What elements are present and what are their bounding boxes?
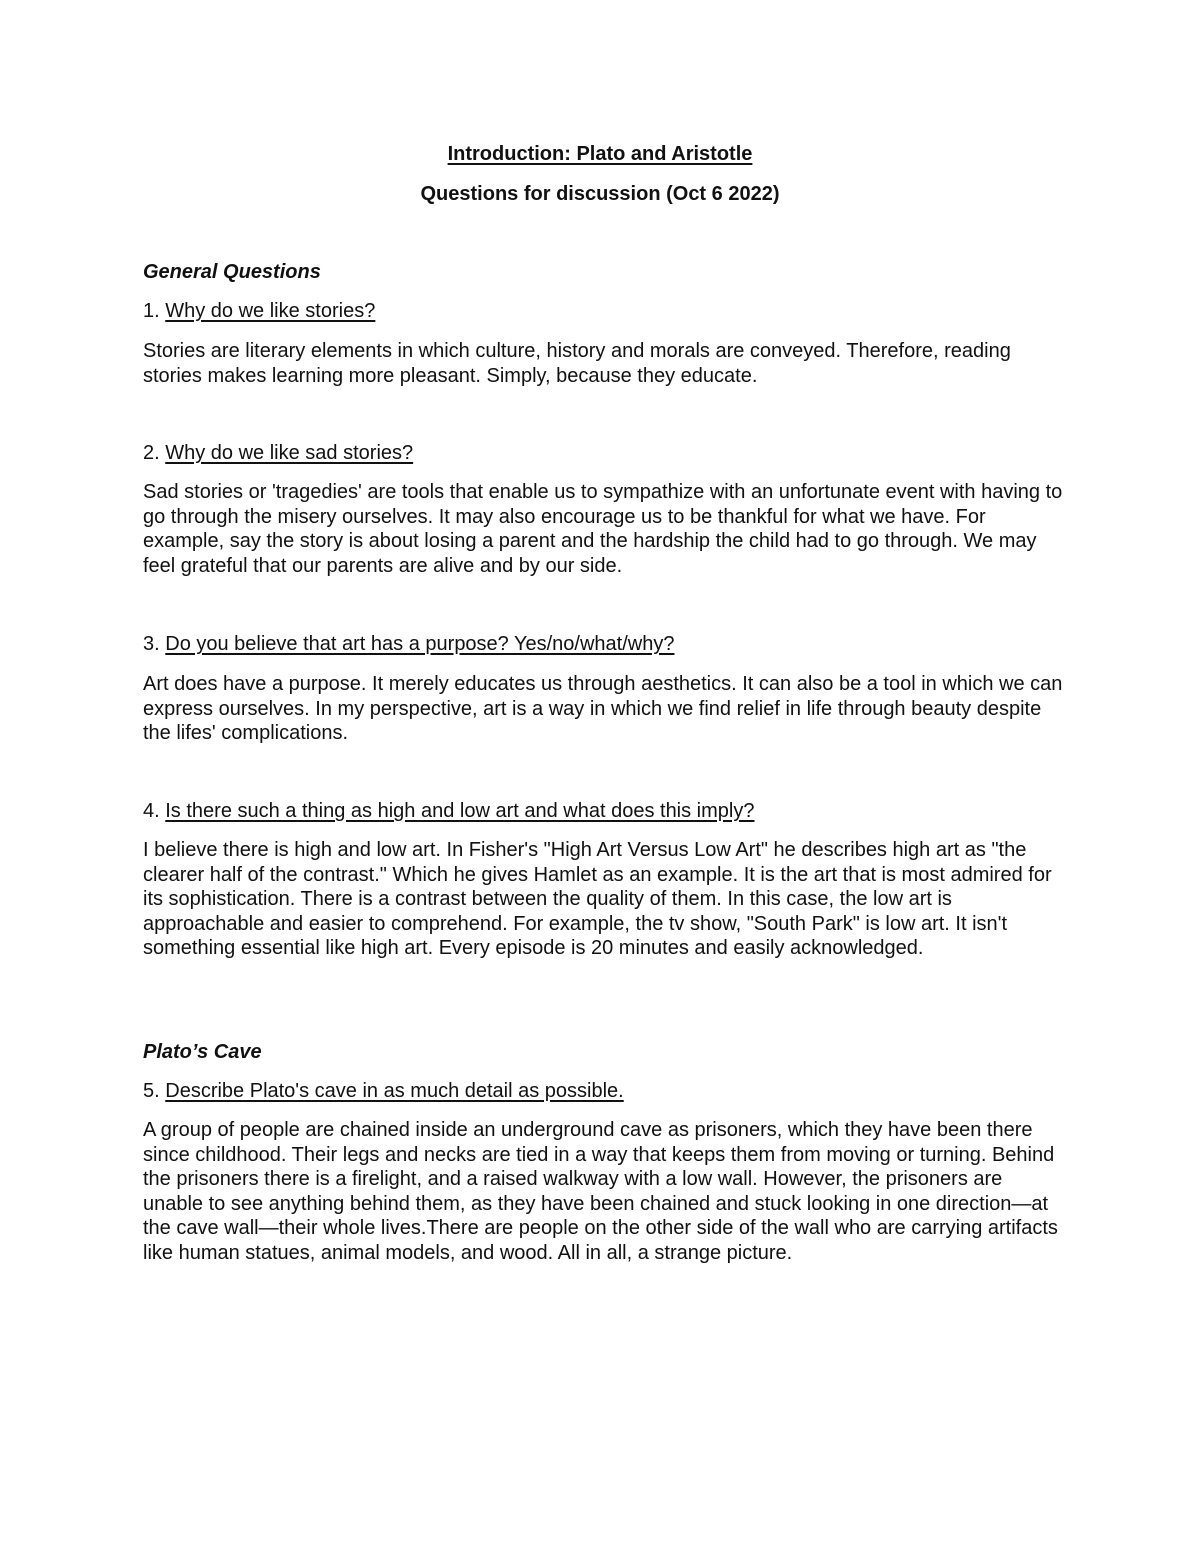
question-2 <box>143 441 1063 466</box>
question-text: Why do we like sad stories? <box>165 442 414 464</box>
question-number: 4. <box>143 800 166 822</box>
question-3 <box>143 632 1063 657</box>
document-subtitle: Questions for discussion (Oct 6 2022) <box>420 183 780 205</box>
question-number: 1. <box>143 300 166 322</box>
answer-3: Art does have a purpose. It merely educates us through aesthetics. It can also be a tool in which we can express ourselves. In my perspective, art is a way in which we find relief in life through beauty despite the lifes' complications. <box>143 673 1063 744</box>
document-title: Introduction: Plato and Aristotle <box>447 143 753 165</box>
question-text: Do you believe that art has a purpose? Yes/no/what/why? <box>165 633 675 655</box>
question-5 <box>143 1079 1063 1104</box>
question-1 <box>143 299 1063 324</box>
question-number: 5. <box>143 1080 166 1102</box>
question-text: Why do we like stories? <box>165 300 376 322</box>
answer-2: Sad stories or 'tragedies' are tools that enable us to sympathize with an unfortunate event with having to go through the misery ourselves. It may also encourage us to be thankful for what we have. For example, say the story is about losing a parent and the hardship the child had to go through. We may feel grateful that our parents are alive and by our side. <box>143 481 1063 577</box>
answer-1: Stories are literary elements in which culture, history and morals are conveyed. Therefore, reading stories makes learning more pleasant. Simply, because they educate. <box>143 340 1011 387</box>
question-text: Describe Plato's cave in as much detail as possible. <box>165 1080 624 1102</box>
question-4 <box>143 799 1063 824</box>
answer-4: I believe there is high and low art. In Fisher's "High Art Versus Low Art" he describes high art as "the clearer half of the contrast." Which he gives Hamlet as an example. It is the art that is most admired for its sophistication. There is a contrast between the quality of them. In this case, the low art is approachable and easier to comprehend. For example, the tv show, "South Park" is low art. It isn't something essential like high art. Every episode is 20 minutes and easily acknowledged. <box>143 839 1052 959</box>
question-number: 2. <box>143 442 166 464</box>
answer-5: A group of people are chained inside an underground cave as prisoners, which they have been there since childhood. Their legs and necks are tied in a way that keeps them from moving or turning. Behind the prisoners there is a firelight, and a raised walkway with a low wall. However, the prisoners are unable to see anything behind them, as they have been chained and stuck looking in one direction—at the cave wall—their whole lives.There are people on the other side of the wall who are carrying artifacts like human statues, animal models, and wood. All in all, a strange picture. <box>143 1119 1058 1264</box>
question-text: Is there such a thing as high and low art and what does this imply? <box>165 800 755 822</box>
section-heading-general: General Questions <box>143 261 321 283</box>
section-heading-platos-cave: Plato’s Cave <box>143 1041 262 1063</box>
question-number: 3. <box>143 633 166 655</box>
